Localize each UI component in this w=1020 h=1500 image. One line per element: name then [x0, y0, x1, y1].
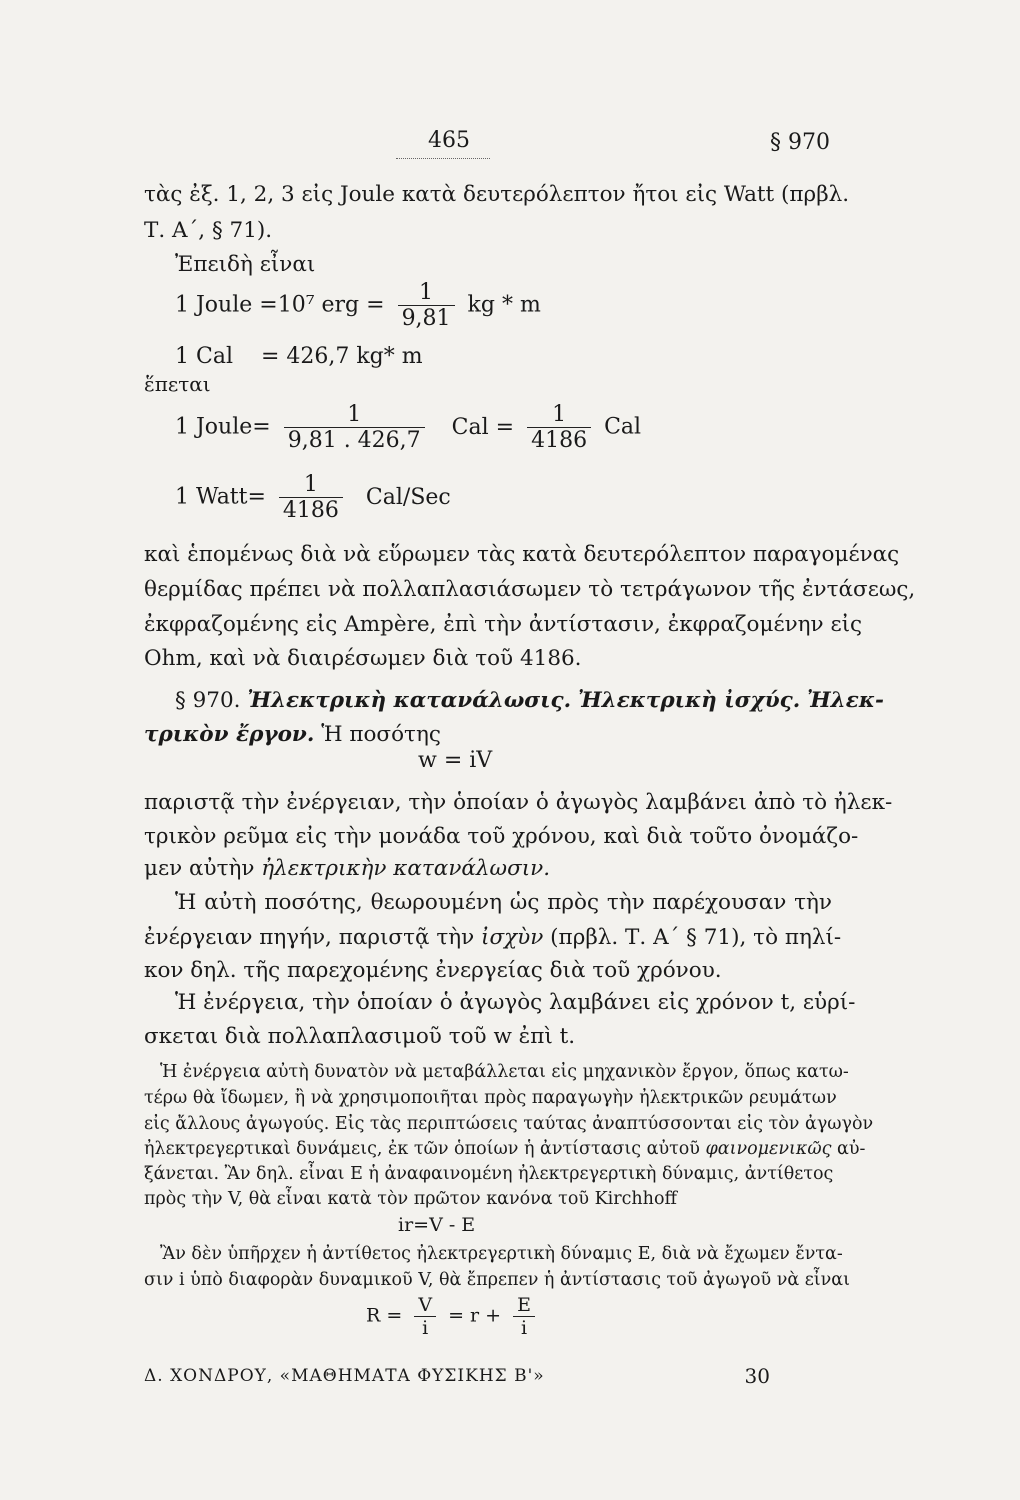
para2-term: ἠλεκτρικὴν κατανάλωσιν.	[261, 856, 551, 881]
eq1-right: kg * m	[467, 292, 541, 318]
kirchhoff-formula: ir=V - E	[398, 1214, 476, 1236]
f2-left: R =	[366, 1304, 403, 1327]
f2-denominator-1: i	[414, 1316, 436, 1339]
section-title-2: Ἠλεκτρικὴ ἰσχύς.	[577, 688, 801, 713]
note-line-3: εἰς ἄλλους ἀγωγούς. Εἰς τὰς περιπτώσεις ταύτας ἀναπτύσσονται εἰς τὸν ἀγωγὸν	[144, 1114, 874, 1134]
f2-numerator-1: V	[418, 1294, 433, 1316]
section-lead: Ἡ ποσότης	[321, 722, 441, 747]
eq3-right: Cal	[604, 414, 642, 440]
eq4-right: Cal/Sec	[365, 484, 451, 510]
resistance-formula	[366, 1294, 541, 1339]
eq3-fraction-2	[527, 402, 591, 453]
section-heading-line-1	[175, 688, 884, 713]
epetai-label: ἕπεται	[144, 372, 211, 396]
page-footer	[144, 1364, 832, 1394]
eq4-fraction	[279, 472, 343, 523]
eq4-numerator: 1	[303, 472, 318, 497]
f2-denominator-2: i	[513, 1316, 535, 1339]
para3-line-3: κον δηλ. τῆς παρεχομένης ἐνεργείας διὰ τοῦ χρόνου.	[144, 958, 722, 983]
f2-fraction-2	[513, 1294, 535, 1339]
para4-line-1: Ἡ ἐνέργεια, τὴν ὁποίαν ὁ ἀγωγὸς λαμβάνει εἰς χρόνον t, εὑρί-	[175, 990, 856, 1015]
intro-line-1: τὰς ἐξ. 1, 2, 3 εἰς Joule κατὰ δευτερόλεπτον ἤτοι εἰς Watt (πρβλ.	[144, 182, 850, 207]
section-reference: § 970	[770, 130, 830, 155]
eq3-numerator-2: 1	[552, 402, 567, 427]
equation-2: 1 Cal = 426,7 kg* m	[175, 344, 423, 369]
header-rule	[396, 158, 490, 159]
section-heading-line-2	[144, 722, 832, 747]
note-term: φαινομενικῶς	[705, 1139, 832, 1159]
footer-author: Δ. ΧΟΝΔΡΟΥ, «ΜΑΘΗΜΑΤΑ ΦΥΣΙΚΗΣ Β'»	[144, 1366, 545, 1386]
eq1-denominator: 9,81	[398, 305, 455, 331]
eq3-denominator-2: 4186	[527, 427, 591, 453]
note-line-2: τέρω θὰ ἴδωμεν, ἢ νὰ χρησιμοποιῆται πρὸς παραγωγὴν ἠλεκτρικῶν ρευμάτων	[144, 1088, 837, 1108]
para1-line-3: ἐκφραζομένης εἰς Ampère, ἐπὶ τὴν ἀντίστασιν, ἐκφραζομένην εἰς	[144, 612, 863, 637]
eq3-denominator-1: 9,81 . 426,7	[284, 427, 425, 453]
f2-mid: = r +	[448, 1304, 502, 1327]
equation-4	[175, 472, 451, 523]
eq3-numerator-1: 1	[347, 402, 362, 427]
para3-line-2	[144, 925, 842, 950]
para4-line-2: σκεται διὰ πολλαπλασιμοῦ τοῦ w ἐπὶ t.	[144, 1024, 576, 1049]
para2-line-2: τρικὸν ρεῦμα εἰς τὴν μονάδα τοῦ χρόνου, καὶ διὰ τοῦτο ὀνομάζο-	[144, 824, 859, 849]
section-title-3a: Ἠλεκ-	[807, 688, 884, 713]
para1-line-1: καὶ ἑπομένως διὰ νὰ εὕρωμεν τὰς κατὰ δευτερόλεπτον παραγομένας	[144, 542, 900, 567]
equation-1	[175, 280, 541, 331]
eq4-left: 1 Watt=	[175, 484, 266, 510]
power-formula: w = iV	[418, 748, 493, 773]
para1-line-4: Ohm, καὶ νὰ διαιρέσωμεν διὰ τοῦ 4186.	[144, 646, 582, 671]
eq1-left: 1 Joule =10⁷ erg =	[175, 292, 385, 318]
note-line-4c: αὐ-	[837, 1139, 866, 1159]
equation-3	[175, 402, 641, 453]
eq3-fraction-1	[284, 402, 425, 453]
note-line-1: Ἡ ἐνέργεια αὐτὴ δυνατὸν νὰ μεταβάλλεται εἰς μηχανικὸν ἔργον, ὅπως κατω-	[160, 1062, 849, 1082]
intro-line-3: Ἐπειδὴ εἶναι	[175, 252, 316, 277]
intro-line-2: Τ. Α΄, § 71).	[144, 218, 273, 243]
note-line-4	[144, 1139, 866, 1159]
eq1-numerator: 1	[419, 280, 434, 305]
para1-line-2: θερμίδας πρέπει νὰ πολλαπλασιάσωμεν τὸ τετράγωνον τῆς ἐντάσεως,	[144, 577, 916, 602]
para2-line-3	[144, 856, 832, 881]
note-line-5: ξάνεται. Ἂν δηλ. εἶναι Ε ἡ ἀναφαινομένη ἠλεκτρεγερτικὴ δύναμις, ἀντίθετος	[144, 1164, 834, 1184]
f2-numerator-2: E	[517, 1294, 532, 1316]
para3-line-2a: ἐνέργειαν πηγήν, παριστᾷ τὴν	[144, 925, 475, 950]
para2-line-1: παριστᾷ τὴν ἐνέργειαν, τὴν ὁποίαν ὁ ἀγωγὸς λαμβάνει ἀπὸ τὸ ἠλεκ-	[144, 790, 893, 815]
section-title-3b: τρικὸν ἔργον.	[144, 722, 315, 747]
f2-fraction-1	[414, 1294, 436, 1339]
note-line-6: πρὸς τὴν V, θὰ εἶναι κατὰ τὸν πρῶτον κανόνα τοῦ Kirchhoff	[144, 1189, 677, 1209]
page-number: 465	[428, 128, 470, 153]
eq3-left: 1 Joule=	[175, 414, 271, 440]
eq4-denominator: 4186	[279, 497, 343, 523]
para3-line-1: Ἡ αὐτὴ ποσότης, θεωρουμένη ὡς πρὸς τὴν παρέχουσαν τὴν	[175, 890, 832, 915]
section-number: § 970.	[175, 688, 241, 713]
section-title-1: Ἠλεκτρικὴ κατανάλωσις.	[247, 688, 572, 713]
eq3-mid: Cal =	[451, 414, 515, 440]
eq1-fraction	[398, 280, 455, 331]
footer-sheet-number: 30	[744, 1364, 770, 1388]
note-line-7: Ἂν δὲν ὑπῆρχεν ἡ ἀντίθετος ἠλεκτρεγερτικὴ δύναμις Ε, διὰ νὰ ἔχωμεν ἔντα-	[160, 1244, 843, 1264]
para3-line-2c: (πρβλ. Τ. Α΄ § 71), τὸ πηλί-	[550, 925, 842, 950]
note-line-8: σιν i ὑπὸ διαφορὰν δυναμικοῦ V, θὰ ἔπρεπεν ἡ ἀντίστασις τοῦ ἀγωγοῦ νὰ εἶναι	[144, 1270, 850, 1290]
page-header	[0, 128, 1020, 162]
para2-line-3a: μεν αὐτὴν	[144, 856, 255, 881]
para3-term: ἰσχὺν	[481, 925, 544, 950]
note-line-4a: ἠλεκτρεγερτικαὶ δυνάμεις, ἐκ τῶν ὁποίων ἡ ἀντίστασις αὐτοῦ	[144, 1139, 700, 1159]
